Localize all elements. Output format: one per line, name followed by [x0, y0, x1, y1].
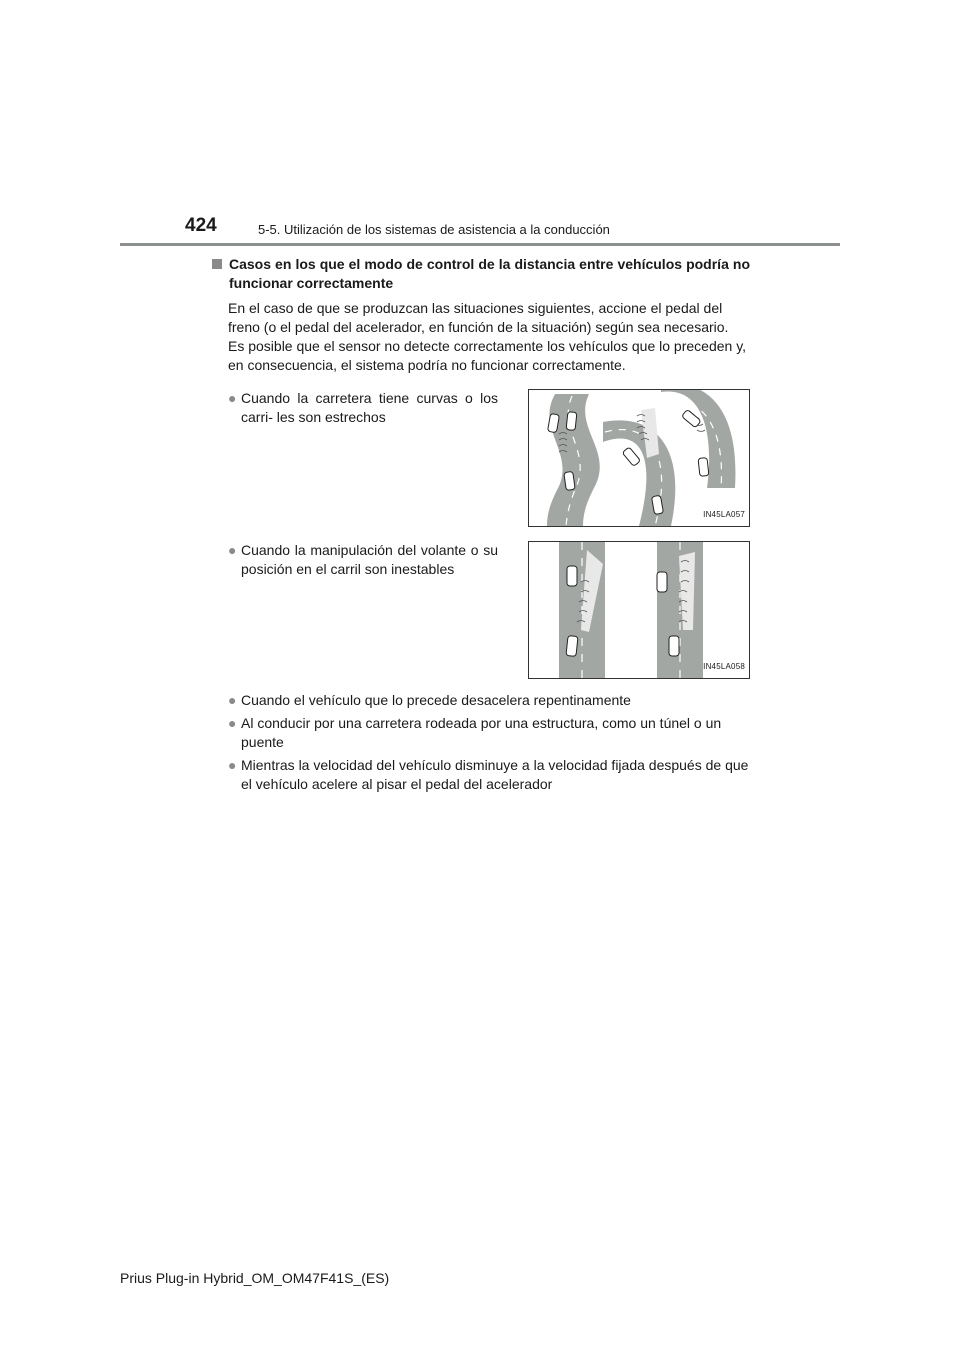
- header-rule: [120, 243, 840, 246]
- footer-doc-id: Prius Plug-in Hybrid_OM_OM47F41S_(ES): [120, 1270, 390, 1286]
- bullet-text: Mientras la velocidad del vehículo disminuye a la velocidad fijada después de que el vehículo acelere al pisar el pedal del acelerador: [241, 757, 749, 792]
- list-item: [228, 756, 750, 794]
- illustration-curved-roads: [528, 389, 750, 527]
- bullet-icon: ●: [228, 542, 237, 558]
- bullet-icon: ●: [228, 715, 237, 731]
- illustration-unstable-lane: [528, 541, 750, 679]
- figure-code: IN45LA057: [703, 510, 745, 519]
- list-item: [228, 389, 498, 527]
- list-item: [228, 541, 498, 679]
- square-bullet-icon: [212, 259, 222, 269]
- page-number: 424: [185, 215, 217, 236]
- bullet-icon: ●: [228, 390, 237, 406]
- bullet-text: Cuando la manipulación del volante o su posición en el carril son inestables: [241, 542, 498, 577]
- bullet-list: [210, 691, 750, 794]
- intro-paragraph: [228, 299, 750, 375]
- illustrated-item-steering: [210, 541, 750, 679]
- list-item: [228, 691, 750, 710]
- bullet-text: Cuando el vehículo que lo precede desacelera repentinamente: [241, 692, 631, 708]
- figure-code: IN45LA058: [703, 662, 745, 671]
- section-heading-text: Casos en los que el modo de control de la distancia entre vehículos podría no funcionar correctamente: [229, 256, 750, 291]
- illustrated-item-curves: [210, 389, 750, 527]
- list-item: [228, 714, 750, 752]
- bullet-text: Cuando la carretera tiene curvas o los carri- les son estrechos: [241, 390, 498, 425]
- intro-paragraph-2: Es posible que el sensor no detecte correctamente los vehículos que lo preceden y, en consecuencia, el sistema podría no funcionar correctamente.: [228, 338, 747, 373]
- intro-paragraph-1: En el caso de que se produzcan las situaciones siguientes, accione el pedal del freno (o el pedal del acelerador, en función de la situación) según sea necesario.: [228, 300, 729, 335]
- bullet-icon: ●: [228, 757, 237, 773]
- bullet-text: Al conducir por una carretera rodeada por una estructura, como un túnel o un puente: [241, 715, 722, 750]
- running-head: 5-5. Utilización de los sistemas de asistencia a la conducción: [258, 222, 610, 237]
- main-content: [210, 255, 750, 798]
- bullet-icon: ●: [228, 692, 237, 708]
- section-heading: [210, 255, 750, 293]
